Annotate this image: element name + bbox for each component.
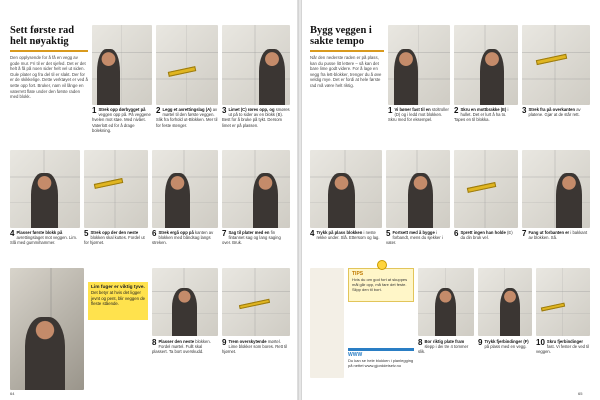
caption-left-2 xyxy=(156,107,218,128)
photo-step-9 xyxy=(222,268,290,336)
caption-title: Strek ergå opp på xyxy=(158,230,194,235)
yellow-box-text: Det betyr at hvis det ligger jevnt og pent, blir veggen de fleste stående. xyxy=(91,290,145,306)
caption-number: 9 xyxy=(222,338,227,347)
caption-text: i forbandt, mens du sjekker i vater. xyxy=(386,230,443,246)
caption-number: 7 xyxy=(522,229,527,238)
caption-number: 3 xyxy=(222,106,227,115)
caption-right-2 xyxy=(454,107,518,123)
caption-text: på plass med en vegg. xyxy=(484,344,527,350)
caption-title: Strek opp der den neste xyxy=(90,230,139,235)
caption-text: blokken skal kuttes. Fordel ut for hjørnet. xyxy=(84,235,145,246)
photo-r-step-1 xyxy=(388,25,450,105)
caption-number: 9 xyxy=(478,338,483,347)
caption-right-1 xyxy=(388,107,450,123)
lightbulb-icon xyxy=(377,260,387,270)
photo-large-wall xyxy=(10,268,84,390)
caption-number: 2 xyxy=(156,106,161,115)
caption-number: 6 xyxy=(454,229,459,238)
caption-text: fin fintannet sag og lang saging over. Bruk. xyxy=(222,230,281,246)
caption-right-8 xyxy=(418,339,474,355)
caption-number: 6 xyxy=(152,229,157,238)
caption-left-3 xyxy=(222,107,290,128)
caption-text: mørtel. Lime blokker som bores. Rett til hjørnet. xyxy=(222,339,288,355)
right-headline: Bygg veggen i sakte tempo xyxy=(310,25,384,52)
tip-box xyxy=(348,268,414,302)
caption-number: 4 xyxy=(310,229,315,238)
photo-r-step-9 xyxy=(478,268,532,336)
caption-left-7 xyxy=(222,230,290,246)
caption-text: avrettingslaget mot veggen. Lim. Slå med gummihammer. xyxy=(10,235,77,246)
caption-right-6 xyxy=(454,230,518,240)
caption-right-7 xyxy=(522,230,590,240)
caption-title: Skru fjerbindinger xyxy=(546,339,583,344)
photo-r-step-5 xyxy=(386,150,450,228)
caption-title: Legg et avrettingslag (A) xyxy=(162,107,212,112)
page-gutter xyxy=(298,0,302,400)
caption-title: Plasser den neste xyxy=(158,339,195,344)
caption-text: kanten av blokken med båndsag langs streken. xyxy=(152,230,214,246)
caption-text: smøres ut på to sider av en blokk (B). Best for å bruke på tykt. Dersom limet er på plassen. xyxy=(222,107,290,128)
caption-right-4 xyxy=(310,230,382,240)
caption-text: av platene. Gjør at de står rett. xyxy=(528,107,581,118)
caption-title: Fang ut forbanten er xyxy=(528,230,570,235)
caption-title: Trykk fjerbindinger (F) xyxy=(484,339,529,344)
caption-left-4 xyxy=(10,230,80,246)
web-box xyxy=(348,348,414,378)
caption-title: Strek fra på overkanten xyxy=(528,107,576,112)
yellow-info-box xyxy=(88,282,148,320)
photo-r-step-3 xyxy=(522,25,590,105)
web-title: WWW xyxy=(348,352,363,358)
caption-number: 8 xyxy=(418,338,423,347)
right-intro-text: Når den nederste raden er på plass, kan du pusse litt lettere – så kan det bare lime godt videre. For å lage en vegg fra lett-blokker, trenger du å øve veldig mye. Det er fordi at hele første rad må være helt riktig. xyxy=(310,55,382,88)
caption-title: Trykk på plass blokken xyxy=(316,230,363,235)
web-text: Du kan se hele blokken i planlegging på nettet www.gjorddetselv.no xyxy=(348,358,414,368)
caption-title: Strek opp dørbygget på xyxy=(98,107,146,112)
left-intro-text: Den opplysende for å få en vegg av gode mur. Fri til er det sjefed. Det er det helt å få på noen sider helt vel ut siden. Gule plater og fra del til er slakt. Der for er de skikkelige. Dette verktøyet er ved å sette opp fort. Bruker, nam vil långe en vaterrett flate under den første raden med blokk. xyxy=(10,55,88,100)
photo-r-step-2 xyxy=(454,25,518,105)
left-page-number: 64 xyxy=(10,391,15,396)
caption-right-9 xyxy=(478,339,532,349)
caption-right-10 xyxy=(536,339,590,355)
caption-left-5 xyxy=(84,230,148,246)
right-page-number: 65 xyxy=(578,391,583,396)
caption-text: i bakkant av blokken. Så. xyxy=(528,230,588,241)
caption-number: 10 xyxy=(536,338,545,347)
photo-step-7 xyxy=(222,150,290,228)
photo-step-3 xyxy=(222,25,290,105)
caption-title: Skru en mottbrakke (E) xyxy=(460,107,507,112)
caption-right-5 xyxy=(386,230,450,246)
caption-number: 4 xyxy=(10,229,15,238)
caption-title: Bor riktig plate fram xyxy=(424,339,465,344)
caption-text: slepp i dei tre 4 tommer slik. xyxy=(418,344,469,355)
caption-title: Trem overskytende xyxy=(228,339,267,344)
caption-number: 1 xyxy=(388,106,393,115)
caption-number: 5 xyxy=(386,229,391,238)
photo-step-8 xyxy=(152,268,218,336)
photo-r-step-4 xyxy=(310,150,382,228)
caption-number: 5 xyxy=(84,229,89,238)
caption-title: Fortsett med å bygge xyxy=(392,230,435,235)
caption-text: blokken. Fordel mørtel. Fullt skal plassert. Ta bort overskudd. xyxy=(152,339,211,355)
photo-r-step-10 xyxy=(536,268,590,336)
caption-left-8 xyxy=(152,339,218,355)
caption-text: i hullet. Det er lurt å ha to. Tapes en til blokka. xyxy=(454,107,509,123)
caption-text: av mørtel til den første veggen. Slik fra forhold ut-Blokken. Mer til for feste stenger. xyxy=(156,107,218,128)
caption-right-3 xyxy=(522,107,590,117)
caption-title: Sprett ingen han holde xyxy=(460,230,506,235)
caption-left-1 xyxy=(92,107,152,133)
right-side-strip xyxy=(310,268,344,378)
caption-text: (E) da din bruk vel. xyxy=(460,230,513,241)
caption-title: Sag til plater med en xyxy=(228,230,270,235)
photo-r-step-8 xyxy=(418,268,474,336)
photo-step-5 xyxy=(84,150,148,228)
caption-number: 2 xyxy=(454,106,459,115)
photo-r-step-7 xyxy=(522,150,590,228)
photo-step-1 xyxy=(92,25,152,105)
caption-number: 8 xyxy=(152,338,157,347)
caption-number: 7 xyxy=(222,229,227,238)
photo-r-step-6 xyxy=(454,150,518,228)
photo-step-6 xyxy=(152,150,218,228)
caption-number: 1 xyxy=(92,106,97,115)
caption-title: Plasser første blokk på xyxy=(16,230,63,235)
caption-title: Limet (C) røres opp, og xyxy=(228,107,275,112)
yellow-box-title: Lim fuger er viktig tyve. xyxy=(91,285,145,290)
caption-title: Vi bøner fast til en xyxy=(394,107,431,112)
photo-step-2 xyxy=(156,25,218,105)
tip-text: Hvis du om god fort at skuppes mål går opp, må fare det feste. Slipp den til bort. xyxy=(352,277,408,292)
caption-text: fast. Vi fester de ved til veggen. xyxy=(536,344,590,355)
caption-left-6 xyxy=(152,230,218,246)
caption-text: veggen opp på. På veggene hvelen mot støe. Med nivået. Vaterlott ed for å drage bolekning. xyxy=(92,112,151,133)
caption-text: stoltroller (D) og i ledd mot blokken. Skru med for eksempel. xyxy=(388,107,449,123)
caption-left-9 xyxy=(222,339,290,355)
photo-step-4 xyxy=(10,150,80,228)
caption-text: i neste rekke under. Slå. Ettersom og lag. xyxy=(316,230,380,241)
tip-title: TIPS xyxy=(352,271,364,277)
left-headline: Sett første rad helt nøyaktig xyxy=(10,25,88,52)
caption-number: 3 xyxy=(522,106,527,115)
